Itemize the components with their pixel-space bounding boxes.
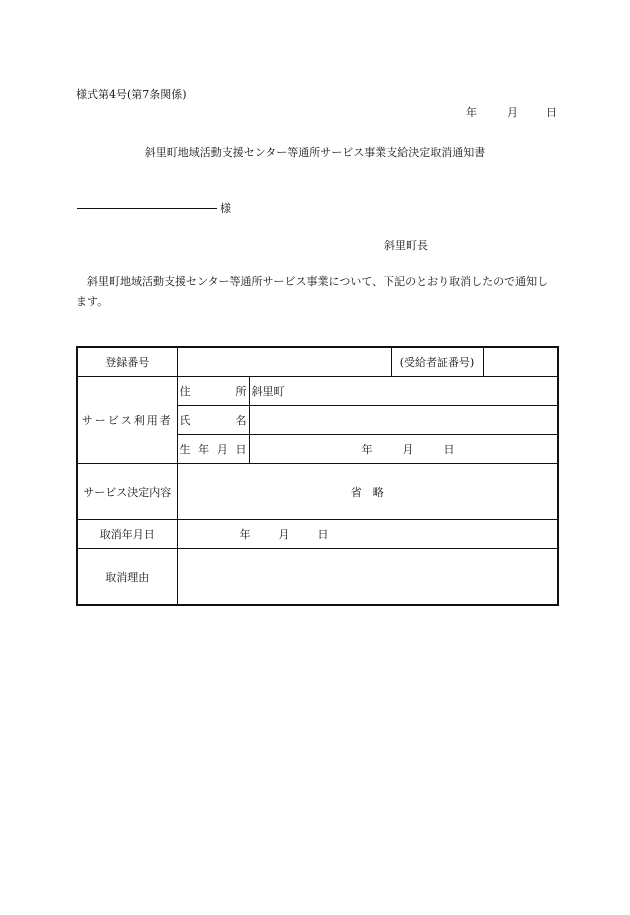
table-row — [77, 464, 558, 520]
document-title: 斜里町地域活動支援センター等通所サービス事業支給決定取消通知書 — [144, 146, 486, 159]
address-label-char1: 住 — [179, 385, 191, 398]
cancel-month-label: 月 — [278, 528, 290, 541]
table-row — [77, 347, 558, 377]
dob-label — [177, 435, 249, 464]
addressee-suffix: 様 — [220, 202, 231, 215]
dob-label-char: 月 — [216, 443, 228, 456]
cancellation-date-field[interactable] — [177, 520, 558, 549]
body-text: 斜里町地域活動支援センター等通所サービス事業について、下記のとおり取消したので通知します。 — [76, 275, 549, 308]
dob-label-char: 日 — [235, 443, 247, 456]
service-decision-label: サービス決定内容 — [77, 464, 177, 520]
cancellation-date-label: 取消年月日 — [77, 520, 177, 549]
cancellation-reason-field[interactable] — [177, 549, 558, 606]
table-row — [77, 520, 558, 549]
dob-label-char: 年 — [198, 443, 210, 456]
dob-year-label: 年 — [361, 443, 373, 456]
registration-number-label: 登録番号 — [77, 347, 177, 377]
cancel-day-label: 日 — [317, 528, 329, 541]
name-label-char2: 名 — [235, 414, 247, 427]
date-month-label: 月 — [507, 106, 518, 119]
form-number: 様式第4号(第7条関係) — [76, 88, 187, 101]
cancellation-reason-label: 取消理由 — [77, 549, 177, 606]
issuer-name: 斜里町長 — [384, 239, 428, 252]
service-decision-value: 省 略 — [177, 464, 558, 520]
dob-month-label: 月 — [402, 443, 414, 456]
addressee-name-line — [77, 208, 217, 209]
name-label — [177, 406, 249, 435]
name-label-char1: 氏 — [179, 414, 191, 427]
table-row — [77, 377, 558, 406]
address-field[interactable]: 斜里町 — [249, 377, 558, 406]
recipient-cert-field[interactable] — [483, 347, 558, 377]
dob-label-char: 生 — [179, 443, 191, 456]
dob-day-label: 日 — [443, 443, 455, 456]
dob-field[interactable] — [249, 435, 558, 464]
date-day-label: 日 — [546, 106, 557, 119]
recipient-cert-label: (受給者証番号) — [391, 347, 483, 377]
table-row — [77, 549, 558, 606]
cancel-year-label: 年 — [239, 528, 251, 541]
name-field[interactable] — [249, 406, 558, 435]
registration-number-field[interactable] — [177, 347, 391, 377]
address-label-char2: 所 — [235, 385, 247, 398]
address-label — [177, 377, 249, 406]
document-date — [466, 104, 557, 120]
cancellation-form-table — [76, 346, 559, 606]
date-year-label: 年 — [466, 106, 477, 119]
service-user-label: サービス利用者 — [77, 377, 177, 464]
